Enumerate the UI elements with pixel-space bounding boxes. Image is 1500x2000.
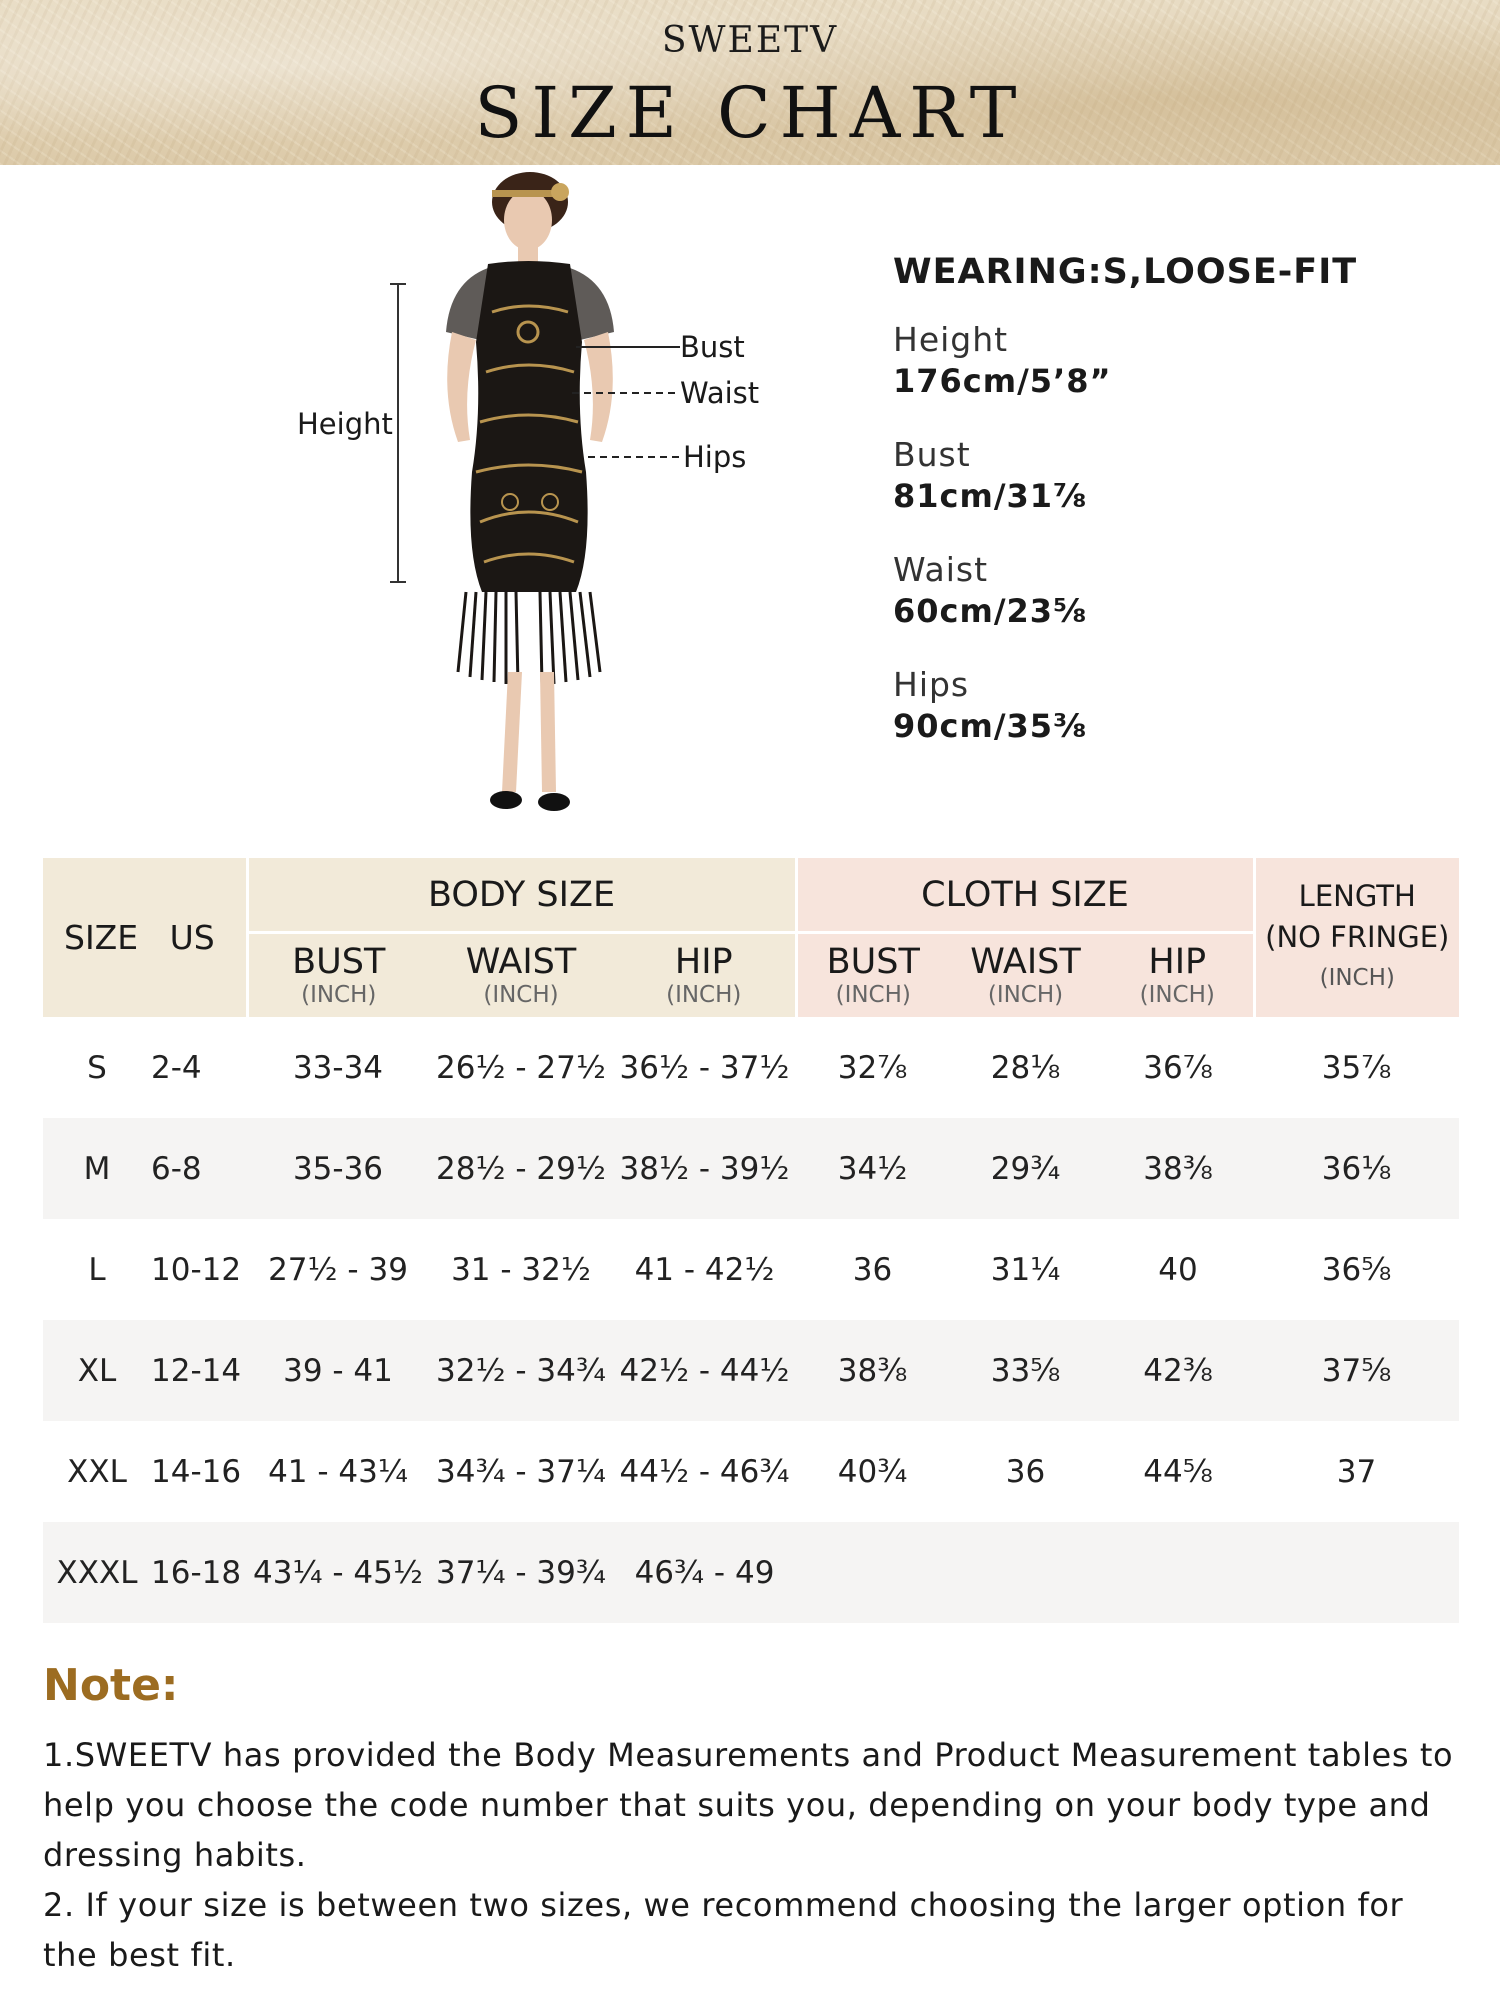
- body-waist-cell: 34¾ - 37¼: [436, 1453, 606, 1490]
- body-bust-cell: 33-34: [292, 1049, 384, 1086]
- wearing-waist-value: 60cm/23⅝: [893, 592, 1088, 630]
- length-cell: 35⅞: [1321, 1049, 1392, 1086]
- cloth-waist-header: WAIST (INCH): [949, 933, 1102, 1018]
- cloth-waist-cell: 33⅝: [949, 1320, 1102, 1421]
- length-header-line1: LENGTH: [1298, 879, 1416, 913]
- cloth-waist-cell: 36: [1005, 1453, 1046, 1490]
- wearing-height-label: Height: [893, 320, 1009, 359]
- length-cell: 36⅝: [1321, 1251, 1392, 1288]
- length-header-line2: (NO FRINGE): [1265, 920, 1450, 954]
- bust-label: Bust: [680, 330, 745, 364]
- cloth-size-header: CLOTH SIZE: [796, 858, 1254, 933]
- body-hip-header: HIP (INCH): [613, 933, 796, 1018]
- cloth-hip-header: HIP (INCH): [1102, 933, 1254, 1018]
- body-hip-cell: 42½ - 44½: [613, 1320, 796, 1421]
- size-cell: XXXL 16-18: [43, 1522, 247, 1623]
- body-bust-cell: 27½ - 39: [268, 1251, 408, 1288]
- wearing-hips-label: Hips: [893, 665, 970, 704]
- wearing-height-value: 176cm/5’8”: [893, 362, 1112, 400]
- cloth-hip-cell: 36⅞: [1143, 1049, 1213, 1086]
- body-bust-cell: 43¼ - 45½: [247, 1522, 429, 1623]
- body-waist-cell: 26½ - 27½: [436, 1049, 606, 1086]
- cloth-bust-cell: 36: [852, 1251, 893, 1288]
- size-header: SIZE: [64, 918, 139, 957]
- body-hip-cell: 46¾ - 49: [613, 1522, 796, 1623]
- cloth-waist-cell: 29¾: [949, 1118, 1102, 1219]
- size-table: [43, 858, 1459, 1623]
- body-bust-header: BUST (INCH): [247, 933, 429, 1018]
- header-banner: [0, 0, 1500, 165]
- cloth-waist-cell: [949, 1522, 1102, 1623]
- cloth-bust-cell: 32⅞: [837, 1049, 908, 1086]
- model-illustration: [270, 172, 790, 842]
- length-unit: (INCH): [1319, 965, 1395, 991]
- size-us-header: [43, 858, 247, 1017]
- table-row: [43, 1522, 1459, 1623]
- size-cell: XXL 14-16: [67, 1453, 242, 1490]
- cloth-hip-cell: 42⅜: [1102, 1320, 1254, 1421]
- brand-name: SWEETV: [661, 20, 839, 61]
- body-hip-cell: 38½ - 39½: [613, 1118, 796, 1219]
- table-row: [43, 1118, 1459, 1219]
- cloth-hip-cell: 40: [1158, 1251, 1198, 1288]
- hips-label: Hips: [683, 440, 747, 474]
- body-waist-header: WAIST (INCH): [429, 933, 613, 1018]
- body-waist-cell: 31 - 32½: [451, 1251, 591, 1288]
- table-row: [43, 1421, 1459, 1522]
- cloth-waist-cell: 28⅛: [990, 1049, 1061, 1086]
- body-waist-cell: 28½ - 29½: [429, 1118, 613, 1219]
- body-size-header: BODY SIZE: [247, 858, 796, 933]
- wearing-bust-label: Bust: [893, 435, 971, 474]
- wearing-waist-label: Waist: [893, 550, 989, 589]
- page-title: SIZE CHART: [474, 72, 1026, 154]
- cloth-waist-cell: 31¼: [990, 1251, 1061, 1288]
- body-waist-cell: 37¼ - 39¾: [429, 1522, 613, 1623]
- length-header: [1254, 858, 1459, 1017]
- body-bust-cell: 35-36: [247, 1118, 429, 1219]
- length-cell: 37: [1336, 1453, 1377, 1490]
- body-hip-cell: 36½ - 37½: [619, 1049, 790, 1086]
- size-cell: S 2-4: [87, 1049, 202, 1086]
- cloth-hip-cell: 44⅝: [1143, 1453, 1213, 1490]
- wearing-title: WEARING:S,LOOSE-FIT: [893, 252, 1358, 292]
- length-cell: [1254, 1522, 1459, 1623]
- cloth-bust-cell: 40¾: [837, 1453, 908, 1490]
- size-cell: XL 12-14: [43, 1320, 247, 1421]
- table-row: [43, 1219, 1459, 1320]
- length-cell: 36⅛: [1254, 1118, 1459, 1219]
- cloth-bust-cell: [796, 1522, 949, 1623]
- wearing-hips-value: 90cm/35⅜: [893, 707, 1088, 745]
- cloth-bust-cell: 34½: [796, 1118, 949, 1219]
- table-row: [43, 1017, 1459, 1118]
- length-cell: 37⅝: [1254, 1320, 1459, 1421]
- size-cell: L 10-12: [88, 1251, 242, 1288]
- cloth-bust-header: BUST (INCH): [796, 933, 949, 1018]
- note-item-1: 1.SWEETV has provided the Body Measurements and Product Measurement tables to help you choose the code number that suits you, depending on your body type and dressing habits.: [43, 1736, 1454, 1874]
- body-bust-cell: 41 - 43¼: [268, 1453, 408, 1490]
- waist-label: Waist: [680, 376, 760, 410]
- body-bust-cell: 39 - 41: [247, 1320, 429, 1421]
- body-hip-cell: 44½ - 46¾: [619, 1453, 790, 1490]
- table-row: [43, 1320, 1459, 1421]
- note-title: Note:: [43, 1660, 179, 1711]
- height-label: Height: [297, 407, 393, 441]
- body-waist-cell: 32½ - 34¾: [429, 1320, 613, 1421]
- cloth-hip-cell: [1102, 1522, 1254, 1623]
- note-item-2: 2. If your size is between two sizes, we recommend choosing the larger option for the best fit.: [43, 1886, 1404, 1974]
- model-figure: [270, 172, 790, 842]
- wearing-bust-value: 81cm/31⅞: [893, 477, 1088, 515]
- size-cell: M 6-8: [43, 1118, 247, 1219]
- cloth-bust-cell: 38⅜: [796, 1320, 949, 1421]
- body-hip-cell: 41 - 42½: [634, 1251, 775, 1288]
- size-table-wrap: [43, 858, 1459, 1623]
- us-header: US: [169, 918, 215, 957]
- cloth-hip-cell: 38⅜: [1102, 1118, 1254, 1219]
